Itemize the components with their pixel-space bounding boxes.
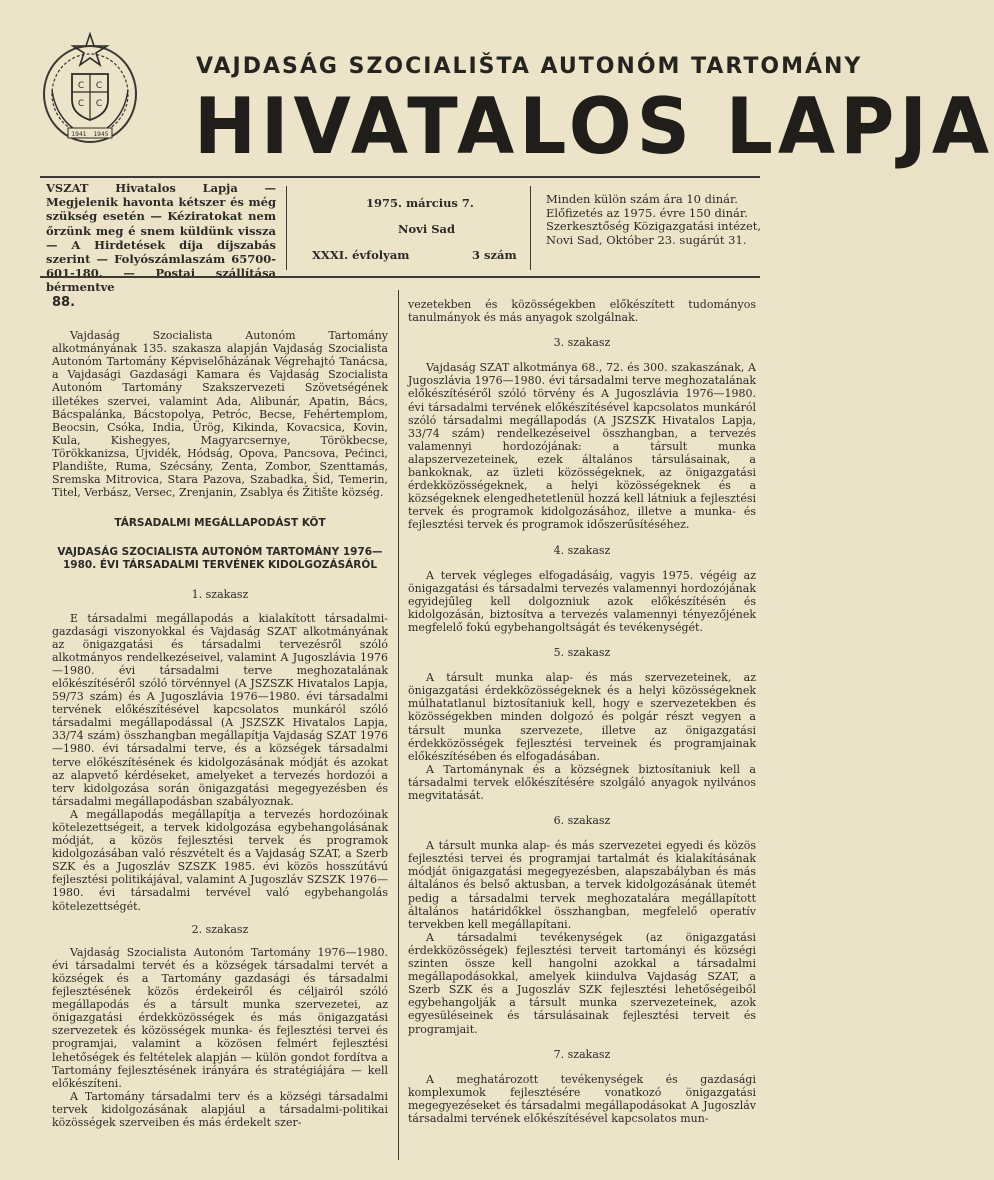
masthead-rule <box>40 176 760 178</box>
publication-info: VSZAT Hivatalos Lapja — Megjelenik havonta kétszer és még szükség esetén — Kéziratokat nem őrzünk meg é snem küldünk vissza — A Hirdetések díja díjszabás szerint — Folyószámlaszám 65700-601-180. — Postai szállítása bérmentve <box>46 181 276 295</box>
section-2-title: 2. szakasz <box>191 922 249 936</box>
intro-paragraph: Vajdaság Szocialista Autonóm Tartomány alkotmányának 135. szakasza alapján Vajdaság Szocialista Autonóm Tartomány Képviselőházának Végrehajtó Tanácsa, a Vajdasági Gazdasági Kamara és Vajdaság Szocialista Autonóm Tartomány Szakszervezeti Szövetségének illetékes szervei, valamint Ada, Alibunár, Apatin, Bács, Bácspalánka, Bácstopolya, Petróc, Becse, Fehértemplom, Beocsin, Csóka, India, Ürög, Kikinda, Kovacsica, Kovin, Kula, Kishegyes, Magyarcsernye, Törökbecse, Törökkanizsa, Újvidék, Hódság, Opova, Pancsova, Pećinci, Plandište, Ruma, Szécsány, Zenta, Zombor, Szenttamás, Sremska Mitrovica, Stara Pazova, Szabadka, Šid, Temerin, Titel, Verbász, Versec, Zrenjanin, Zsablya és Žitište község. <box>52 329 388 500</box>
masthead-title: HIVATALOS LAPJA <box>194 81 994 173</box>
section-2-continuation: vezetekben és közösségekben előkészített tudományos tanulmányok és más anyagok szolgálnak. <box>408 298 756 325</box>
emblem-year-end: 1945 <box>93 131 109 138</box>
section-4-title: 4. szakasz <box>553 543 611 557</box>
section-5-title: 5. szakasz <box>553 646 611 660</box>
section-3-title: 3. szakasz <box>553 336 611 350</box>
section-1-paragraph-1: E társadalmi megállapodás a kialakított társadalmi-gazdasági viszonyokkal és Vajdaság SZAT alkotmányának az önigazgatási és társadalmi tervezésről szóló alkotmányos rendelkezéseivel, valamint A Jugoszlávia 1976—1980. évi társadalmi terve meghozatalának előkészítéséről szóló törvénnyel (A JSZSZK Hivatalos Lapja, 59/73 szám) és A Jugoszlávia 1976—1980. évi társadalmi tervének előkészítésével kapcsolatos munkáról szóló társadalmi megállapodással (A JSZSZK Hivatalos Lapja, 33/74 szám) összhangban megállapítja Vajdaság SZAT 1976—1980. évi társadalmi terve, és a községek társadalmi terve előkészítésének és kidolgozásának módját és azokat az alapvető kérdéseket, amelyeket a tervezés hordozói a terv kidolgozása során önigazgatási megegyezésben és társadalmi megállapodásban szabályoznak. <box>52 611 388 808</box>
svg-text:C: C <box>95 99 103 109</box>
info-divider-right <box>530 186 531 270</box>
coat-of-arms-icon <box>38 30 142 148</box>
svg-text:C: C <box>77 99 85 109</box>
section-5-paragraph-1: A társult munka alap- és más szervezeteinek, az önigazgatási érdekközösségeknek és a helyi közösségeknek múlhatatlanul biztosítaniuk kell, hogy e szervezetekben és közösségekben minden dolgozó és polgár részt vegyen a társult munka szervezete, illetve az önigazgatási érdekközösségek fejlesztési terveinek és programjainak előkészítésében és elfogadásában. <box>408 671 756 763</box>
emblem-year-start: 1941 <box>71 131 87 138</box>
issue-number: 3 szám <box>472 248 517 262</box>
section-6-title: 6. szakasz <box>553 814 611 828</box>
masthead-top-line: VAJDASÁG SZOCIALIŠTA AUTONÓM TARTOMÁNY <box>196 54 863 79</box>
section-4-paragraph-1: A tervek végleges elfogadásáig, vagyis 1975. végéig az önigazgatási és társadalmi tervezés valamennyi hordozójának egyidejűleg kell dolgozniuk azok előkészítésén és kidolgozásán, biztosítva a tervezés valamennyi tényezőjének megfelelő fokú egybehangoltságát és tevékenységét. <box>408 568 756 634</box>
section-1-title: 1. szakasz <box>191 588 249 602</box>
svg-text:C: C <box>77 81 85 91</box>
section-7-paragraph-1: A meghatározott tevékenységek és gazdasági komplexumok fejlesztésére vonatkozó önigazgatási megegyezéseket és társadalmi megállapodásokat A Jugoszláv társadalmi tervének előkészítésével kapcsolatos mun- <box>408 1072 756 1125</box>
issue-date: 1975. március 7. <box>366 196 474 210</box>
svg-text:C: C <box>95 81 103 91</box>
column-right <box>408 298 756 1125</box>
column-divider <box>398 290 399 1160</box>
section-6-paragraph-2: A társadalmi tevékenységek (az önigazgatási érdekközösségek) fejlesztési terveit tartományi és községi szinten össze kell hangolni azokkal a társadalmi megállapodásokkal, amelyek kiindulva Vajdaság SZAT, a Szerb SZK és a Jugoszláv SZK fejlesztési lehetőségeiből egybehangolják a társult munka szervezeteinek, azok egyesüléseinek és társulásainak fejlesztési terveit és programjait. <box>408 930 756 1036</box>
price-info: Minden külön szám ára 10 dinár. Előfizetés az 1975. évre 150 dinár. Szerkesztőség Közigazgatási intézet, Novi Sad, Október 23. sugárút 31. <box>546 192 762 247</box>
section-5-paragraph-2: A Tartománynak és a községnek biztosítaniuk kell a társadalmi tervek előkészítésére szolgáló anyagok nyilvános megvitatását. <box>408 762 756 802</box>
document-number: 88. <box>52 295 76 310</box>
section-2-paragraph-1: Vajdaság Szocialista Autonóm Tartomány 1976—1980. évi társadalmi tervét és a községek társadalmi tervét a községek és a Tartomány gazdasági és társadalmi fejlesztésének közös érdekeiről és céljairól szóló megállapodás és a társult munka szervezetei, az önigazgatási érdekközösségek és más önigazgatási szervezetek és közösségek munka- és fejlesztési tervei és programjai, valamint a közösen felmért fejlesztési lehetőségek és feltételek alapján — külön gondot fordítva a Tartomány fejlesztésének irányára és stratégiájára — kell előkészíteni. <box>52 945 388 1090</box>
section-3-paragraph-1: Vajdaság SZAT alkotmánya 68., 72. és 300. szakaszának, A Jugoszlávia 1976—1980. évi társadalmi terve meghozatalának előkészítéséről szóló törvény és A Jugoszlávia 1976—1980. évi társadalmi tervének előkészítésével kapcsolatos munkáról szóló társadalmi megállapodás (A JSZSZK Hivatalos Lapja, 33/74 szám) rendelkezéseivel összhangban, a tervezés valamennyi hordozójának: a társult munka alapszervezeteinek, ezek általános társulásainak, a bankoknak, az üzleti közösségeknek, az önigazgatási érdekközösségeknek, a helyi közösségeknek és a községeknek elengedhetetlenül hozzá kell látniuk a fejlesztési tervek és programok kidolgozásához, illetve a munka- és fejlesztési tervek és programok időszerűsítéséhez. <box>408 361 756 532</box>
section-7-title: 7. szakasz <box>553 1047 611 1061</box>
heading-title: VAJDASÁG SZOCIALISTA AUTONÓM TARTOMÁNY 1976—1980. ÉVI TÁRSADALMI TERVÉNEK KIDOLGOZÁSÁRÓL <box>57 546 383 572</box>
section-2-paragraph-2: A Tartomány társadalmi terv és a községi társadalmi tervek kidolgozásának alapjául a társadalmi-politikai közösségek szerveiben és más érdekelt szer- <box>52 1089 388 1129</box>
section-1-paragraph-2: A megállapodás megállapítja a tervezés hordozóinak kötelezettségeit, a tervek kidolgozása egybehangolásának módját, a közös fejlesztési tervek és programok kidolgozásában való részvételt és a Vajdaság SZAT, a Szerb SZK és a Jugoszláv SZSZK 1985. évi közös hosszútávú fejlesztési politikájával, valamint A Jugoszláv SZSZK 1976—1980. évi társadalmi tervével való egybehangolás kötelezettségét. <box>52 807 388 913</box>
heading-agreement: TÁRSADALMI MEGÁLLAPODÁST KÖT <box>114 517 326 530</box>
column-left <box>52 296 388 1129</box>
info-divider-left <box>286 186 287 270</box>
header-rule <box>40 276 760 278</box>
section-6-paragraph-1: A társult munka alap- és más szervezetei egyedi és közös fejlesztési tervei és programjai tartalmát és kialakításának módját önigazgatási megegyezésben, alapszabályban és más általános és belső aktusban, a tervek kidolgozásának ütemét pedig a társadalmi tervek meghozatalára megállapított általános határidőkkel összhangban, megfelelő operatív tervekben kell megállapítani. <box>408 839 756 931</box>
issue-volume: XXXI. évfolyam <box>312 248 410 262</box>
issue-city: Novi Sad <box>398 222 456 236</box>
